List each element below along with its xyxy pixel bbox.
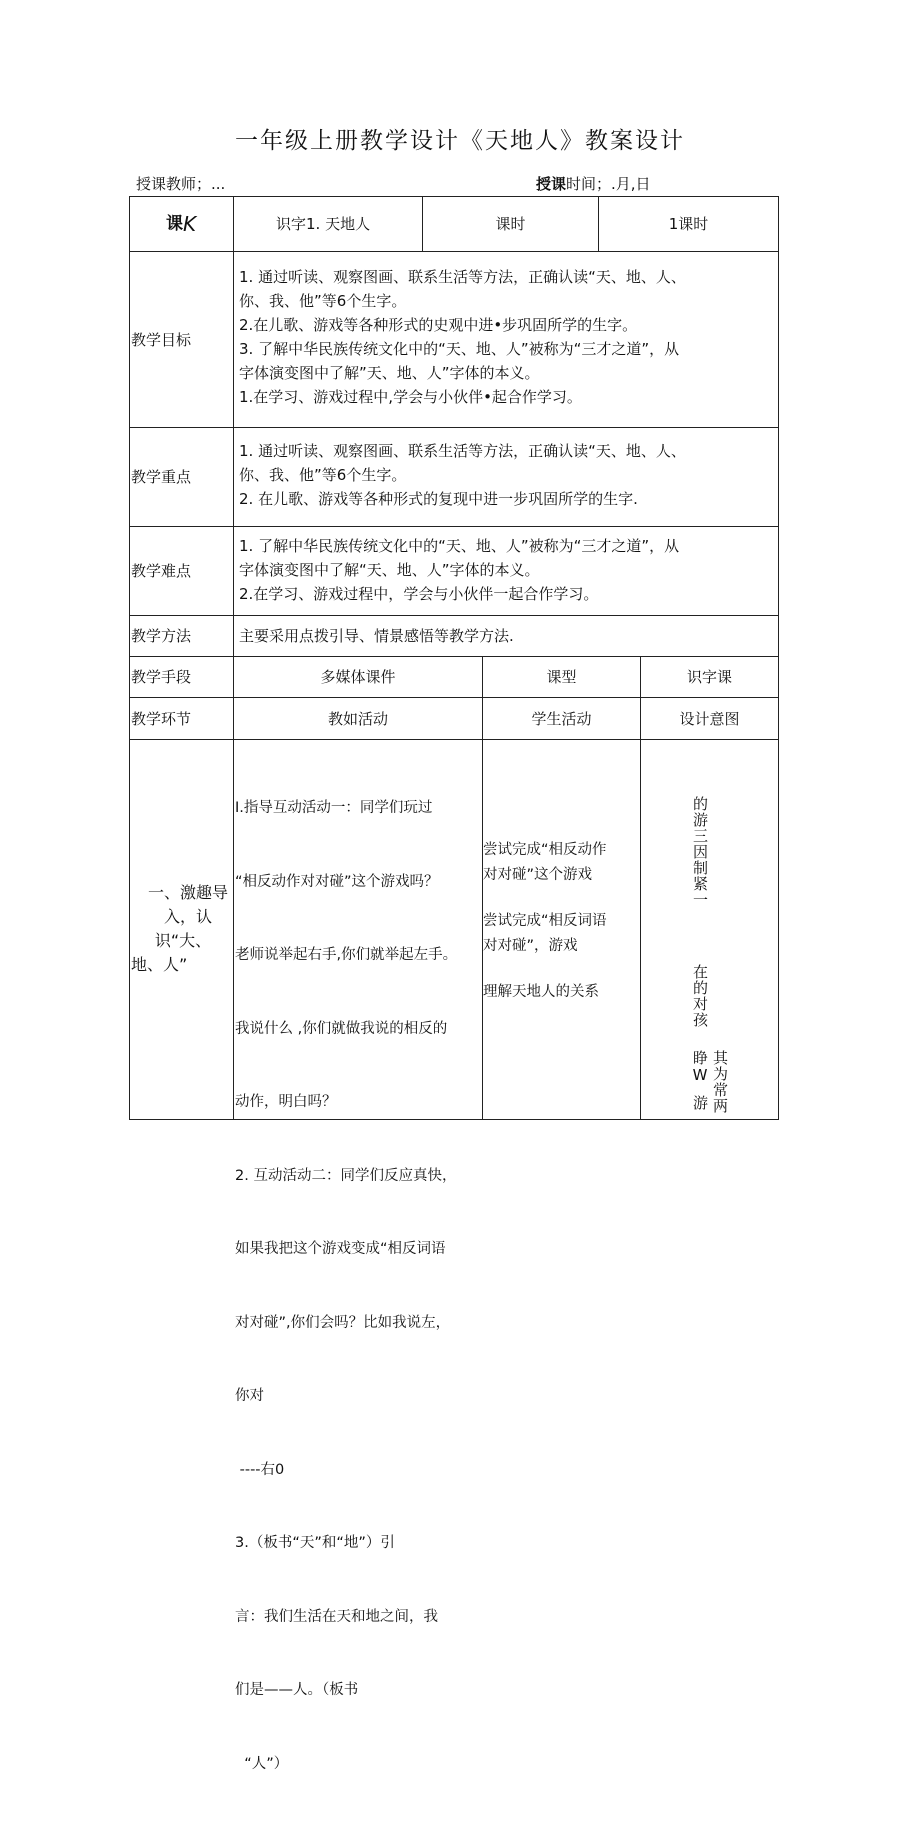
rule — [129, 739, 779, 740]
text-line: 字体演变图中了解”天、地、人”字体的本义。 — [239, 364, 540, 382]
text-line: 字体演变图中了解“天、地、人”字体的本义。 — [239, 561, 540, 579]
text-line: 我说什么 ,你们就做我说的相反的 — [235, 1020, 448, 1037]
text-line: 1. 通过听读、观察图画、联系生活等方法，正确认读“天、地、人、 — [239, 442, 686, 460]
teacher-info: 授课教师；... — [136, 175, 226, 193]
text-line: 你、我、他”等6个生字。 — [239, 466, 407, 484]
text-line: 3.（板书“天”和“地”）引 — [235, 1535, 395, 1551]
objectives-content — [234, 265, 778, 409]
time-info-rest: 时间；.月,日 — [566, 175, 651, 193]
text-line: 2.在儿歌、游戏等各种形式的史观中进•步巩固所学的生字。 — [239, 316, 638, 334]
text-line: 你对 — [235, 1388, 264, 1404]
text-line: “人”） — [235, 1755, 289, 1772]
text-line: 对对碰”,你们会吗？比如我说左， — [235, 1314, 451, 1331]
stage1-label-line: 入，认 — [163, 907, 212, 926]
stage1-label-line: 识“大、 — [154, 931, 212, 950]
text-line: 言：我们生活在天和地之间，我 — [235, 1608, 438, 1625]
period-value: 1课时 — [668, 215, 709, 233]
time-info — [536, 173, 651, 194]
stage1-teacher-activity — [234, 747, 482, 1825]
col-student-activity: 学生活动 — [531, 709, 592, 728]
lesson-name: 识字1. 天地人 — [276, 215, 371, 233]
lesson-table — [129, 196, 779, 1772]
text-line: 1. 通过听读、观察图画、联系生活等方法，正确认读“天、地、人、 — [239, 268, 686, 286]
text-line: “相反动作对对碰”这个游戏吗？ — [235, 873, 439, 890]
text-line: 2. 互动活动二：同学们反应真快， — [235, 1167, 457, 1184]
text-line: 对对碰”这个游戏 — [483, 866, 593, 883]
col-design-intent: 设计意图 — [679, 709, 740, 728]
type-value: 识字课 — [686, 668, 732, 686]
stage1-label-line: 地、人” — [131, 955, 188, 974]
text-line: 老师说举起右手,你们就举起左手。 — [235, 947, 458, 963]
text-line: 2.在学习、游戏过程中，学会与小伙伴一起合作学习。 — [239, 585, 599, 603]
method-label: 教学方法 — [131, 627, 192, 645]
key-points-label: 教学重点 — [131, 468, 192, 486]
text-line — [483, 958, 640, 980]
text-line: 3. 了解中华民族传统文化中的“天、地、人”被称为“三才之道”，从 — [239, 340, 680, 358]
text-line: 2. 在儿歌、游戏等各种形式的复现中进一步巩固所学的生字. — [239, 490, 638, 508]
text-line: 动作，明白吗？ — [235, 1094, 337, 1110]
stage1-intent-col: 游 — [691, 1095, 709, 1111]
period-label: 课时 — [495, 215, 526, 233]
text-line: 1.在学习、游戏过程中,学会与小伙伴•起合作学习。 — [239, 388, 582, 406]
means-label: 教学手段 — [131, 668, 192, 686]
rule — [778, 196, 779, 1120]
text-line: 你、我、他”等6个生字。 — [239, 292, 407, 310]
means-value: 多媒体课件 — [320, 668, 396, 686]
lesson-label-bold: 课 — [165, 214, 183, 234]
stage1-label-line: 一、激趣导 — [147, 883, 228, 902]
text-line: ----右0 — [235, 1461, 285, 1478]
text-line: I.指导互动活动一：同学们玩过 — [235, 800, 433, 816]
stages-label: 教学环节 — [131, 709, 192, 728]
text-line: 对对碰”，游戏 — [483, 937, 578, 954]
objectives-label: 教学目标 — [131, 330, 192, 349]
lesson-label — [129, 197, 233, 251]
type-label: 课型 — [546, 668, 577, 686]
stage1-intent-col: 在的对孩 — [691, 964, 709, 1028]
difficulties-label: 教学难点 — [131, 562, 192, 580]
difficulties-content — [234, 534, 778, 606]
text-line: 尝试完成“相反词语 — [483, 913, 607, 929]
stage1-intent-col: 的游三因制紧一 — [691, 796, 709, 908]
lesson-label-k: K — [182, 212, 197, 236]
stage1-label — [129, 881, 233, 977]
method-value: 主要采用点拨引导、情景感悟等教学方法. — [239, 627, 514, 645]
text-line: 理解天地人的关系 — [483, 984, 599, 1000]
text-line: 如果我把这个游戏变成“相反词语 — [235, 1241, 446, 1257]
text-line: 1. 了解中华民族传统文化中的“天、地、人”被称为“三才之道”，从 — [239, 537, 680, 555]
page-title: 一年级上册教学设计《天地人》教案设计 — [235, 128, 685, 154]
time-info-bold: 授课 — [536, 175, 567, 193]
text-line: 尝试完成“相反动作 — [483, 842, 607, 858]
key-points-content — [234, 439, 778, 511]
text-line — [483, 887, 640, 909]
stage1-intent-col: 其为常两睁W — [691, 1050, 729, 1114]
col-teacher-activity: 教如活动 — [327, 709, 388, 728]
text-line: 们是——人。（板书 — [235, 1682, 359, 1698]
stage1-student-activity — [483, 838, 640, 1005]
